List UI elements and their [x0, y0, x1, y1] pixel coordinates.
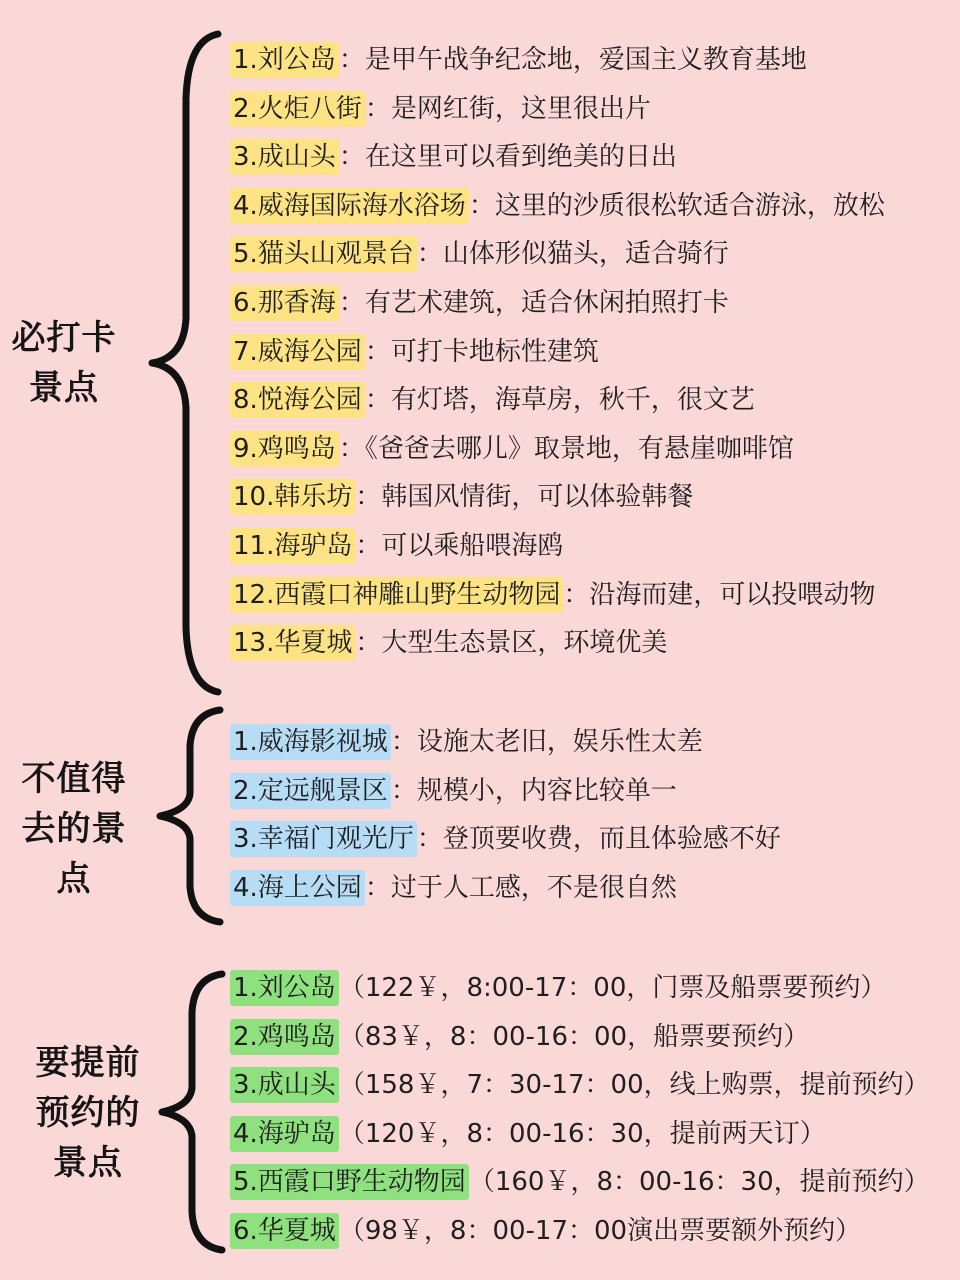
spot-name: 8.悦海公园 — [230, 382, 365, 418]
spot-name: 4.威海国际海水浴场 — [230, 188, 469, 224]
spot-name: 7.威海公园 — [230, 334, 365, 370]
spot-desc: （98￥，8：00-17：00演出票要额外预约） — [338, 1215, 862, 1246]
reserve-list — [230, 964, 930, 1256]
spot-desc: ：规模小，内容比较单一 — [390, 775, 677, 806]
must-visit-brace — [140, 28, 230, 698]
spot-desc: ：这里的沙质很松软适合游泳，放松 — [468, 190, 885, 221]
reserve-label-line2: 预约的 — [35, 1093, 141, 1133]
list-item — [230, 619, 885, 668]
list-item — [230, 864, 781, 913]
not-worth-brace — [150, 706, 230, 926]
spot-desc: ：大型生态景区，环境优美 — [355, 628, 668, 659]
list-item — [230, 230, 885, 279]
must-visit-label-line1: 必打卡 — [11, 318, 117, 358]
list-item — [230, 182, 885, 231]
spot-desc: ：登顶要收费，而且体验感不好 — [416, 824, 781, 855]
spot-name: 2.火炬八街 — [230, 91, 365, 127]
list-item — [230, 425, 885, 474]
spot-desc: ：过于人工感，不是很自然 — [364, 872, 677, 903]
spot-name: 1.刘公岛 — [230, 970, 339, 1006]
list-item — [230, 522, 885, 571]
spot-name: 4.海上公园 — [230, 870, 365, 906]
list-item — [230, 376, 885, 425]
spot-desc: （160￥，8：00-16：30，提前预约） — [468, 1167, 930, 1198]
list-item — [230, 279, 885, 328]
spot-name: 4.海驴岛 — [230, 1116, 339, 1152]
spot-desc: ：韩国风情街，可以体验韩餐 — [355, 482, 694, 513]
spot-name: 10.韩乐坊 — [230, 479, 355, 515]
must-visit-label-line2: 景点 — [29, 368, 99, 408]
spot-name: 6.那香海 — [230, 285, 339, 321]
spot-desc: ：设施太老旧，娱乐性太差 — [390, 727, 703, 757]
spot-name: 1.刘公岛 — [230, 42, 339, 78]
list-item — [230, 328, 885, 377]
not-worth-list — [230, 718, 781, 912]
must-visit-list — [230, 36, 885, 668]
spot-name: 1.威海影视城 — [230, 724, 391, 760]
not-worth-label — [0, 754, 148, 904]
spot-name: 13.华夏城 — [230, 625, 355, 661]
not-worth-label-line1: 不值得 — [21, 759, 127, 799]
spot-name: 6.华夏城 — [230, 1213, 339, 1249]
spot-desc: ：沿海而建，可以投喂动物 — [563, 579, 876, 610]
list-item — [230, 473, 885, 522]
list-item — [230, 1158, 930, 1207]
list-item — [230, 815, 781, 864]
spot-name: 3.成山头 — [230, 139, 339, 175]
spot-desc: ：山体形似猫头，适合骑行 — [416, 239, 729, 270]
spot-name: 12.西霞口神雕山野生动物园 — [230, 577, 563, 613]
list-item — [230, 964, 930, 1013]
reserve-label-line3: 景点 — [53, 1143, 123, 1183]
list-item — [230, 1013, 930, 1062]
list-item — [230, 1110, 930, 1159]
spot-name: 3.幸福门观光厅 — [230, 821, 417, 857]
reserve-section — [0, 960, 960, 1260]
must-visit-label — [0, 313, 128, 413]
spot-desc: ：是网红街，这里很出片 — [364, 93, 651, 124]
list-item — [230, 1061, 930, 1110]
reserve-label-line1: 要提前 — [35, 1043, 141, 1083]
not-worth-label-line3: 点 — [56, 859, 92, 899]
list-item — [230, 1207, 930, 1256]
spot-desc: ：可打卡地标性建筑 — [364, 336, 599, 367]
spot-name: 5.西霞口野生动物园 — [230, 1164, 469, 1200]
spot-desc: （83￥，8：00-16：00，船票要预约） — [338, 1021, 810, 1052]
reserve-label — [18, 1038, 158, 1188]
spot-name: 5.猫头山观景台 — [230, 236, 417, 272]
spot-desc: （120￥，8：00-16：30，提前两天订） — [338, 1118, 826, 1149]
list-item — [230, 718, 781, 767]
spot-desc: ：在这里可以看到绝美的日出 — [338, 142, 677, 173]
list-item — [230, 571, 885, 620]
not-worth-section — [0, 700, 960, 940]
spot-name: 3.成山头 — [230, 1067, 339, 1103]
list-item — [230, 36, 885, 85]
spot-name: 11.海驴岛 — [230, 528, 355, 564]
not-worth-label-line2: 去的景 — [21, 809, 127, 849]
spot-desc: ：可以乘船喂海鸥 — [355, 530, 564, 561]
list-item — [230, 85, 885, 134]
spot-desc: ：是甲午战争纪念地，爱国主义教育基地 — [338, 45, 807, 75]
spot-desc: （122￥，8:00-17：00，门票及船票要预约） — [338, 973, 887, 1003]
spot-desc: ：《爸爸去哪儿》取景地，有悬崖咖啡馆 — [338, 433, 794, 464]
spot-name: 2.定远舰景区 — [230, 773, 391, 809]
spot-desc: （158￥，7：30-17：00，线上购票，提前预约） — [338, 1070, 930, 1101]
spot-name: 2.鸡鸣岛 — [230, 1019, 339, 1055]
list-item — [230, 133, 885, 182]
reserve-brace — [152, 970, 232, 1254]
spot-name: 9.鸡鸣岛 — [230, 431, 339, 467]
list-item — [230, 767, 781, 816]
spot-desc: ：有灯塔，海草房，秋千，很文艺 — [364, 385, 755, 416]
spot-desc: ：有艺术建筑，适合休闲拍照打卡 — [338, 287, 729, 318]
